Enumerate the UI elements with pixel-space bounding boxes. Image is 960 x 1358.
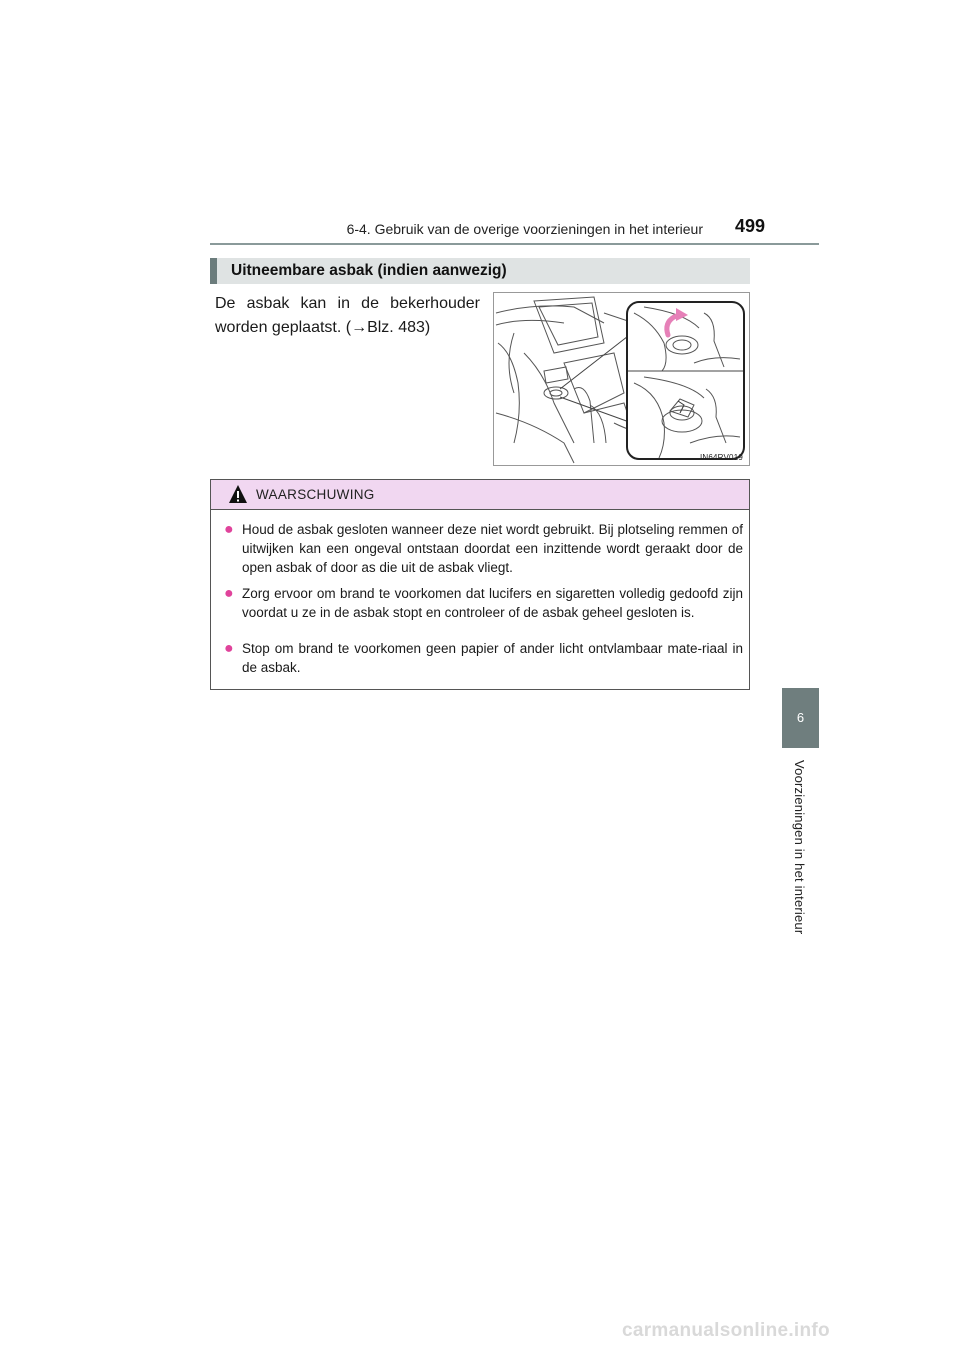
warning-label: WAARSCHUWING xyxy=(256,487,375,502)
chapter-title: 6-4. Gebruik van de overige voorzieningen in het interieur xyxy=(346,221,703,237)
warning-item xyxy=(224,639,743,677)
chapter-side-label xyxy=(792,760,812,950)
warning-triangle-icon xyxy=(228,484,248,504)
header-divider xyxy=(210,243,819,245)
bullet-icon: ● xyxy=(224,521,234,538)
section-title: Uitneembare asbak (indien aanwezig) xyxy=(231,262,507,279)
section-body xyxy=(215,292,480,340)
warning-item-text: Houd de asbak gesloten wanneer deze niet wordt gebruikt. Bij plotseling remmen of uitwijken kan een ongeval ontstaan doordat een inzittende wordt geraakt door de open asbak of door as die uit de asbak vliegt. xyxy=(242,522,743,575)
chapter-tab xyxy=(782,688,819,748)
section-heading xyxy=(210,258,750,284)
warning-header xyxy=(211,480,749,510)
watermark: carmanualsonline.info xyxy=(622,1320,830,1341)
warning-item xyxy=(224,584,743,622)
warning-box xyxy=(210,479,750,690)
bullet-icon: ● xyxy=(224,640,234,657)
body-line-2: worden geplaatst. (→Blz. 483) xyxy=(215,319,431,336)
page-number: 499 xyxy=(735,216,766,236)
chapter-side-label-text: Voorzieningen in het interieur xyxy=(792,760,807,935)
chapter-tab-number: 6 xyxy=(796,710,805,725)
figure-code: IN64RV019 xyxy=(699,453,743,462)
warning-item-text: Stop om brand te voorkomen geen papier of ander licht ontvlambaar mate-riaal in de asbak. xyxy=(242,641,743,675)
warning-item-text: Zorg ervoor om brand te voorkomen dat lucifers en sigaretten volledig gedoofd zijn voordat u ze in de asbak stopt en controleer of de asbak geheel gesloten is. xyxy=(242,586,743,620)
ashtray-drawing xyxy=(494,293,749,465)
ashtray-illustration xyxy=(493,292,750,466)
bullet-icon: ● xyxy=(224,585,234,602)
warning-item xyxy=(224,520,743,577)
body-line-1: De asbak kan in de bekerhouder xyxy=(215,295,480,312)
